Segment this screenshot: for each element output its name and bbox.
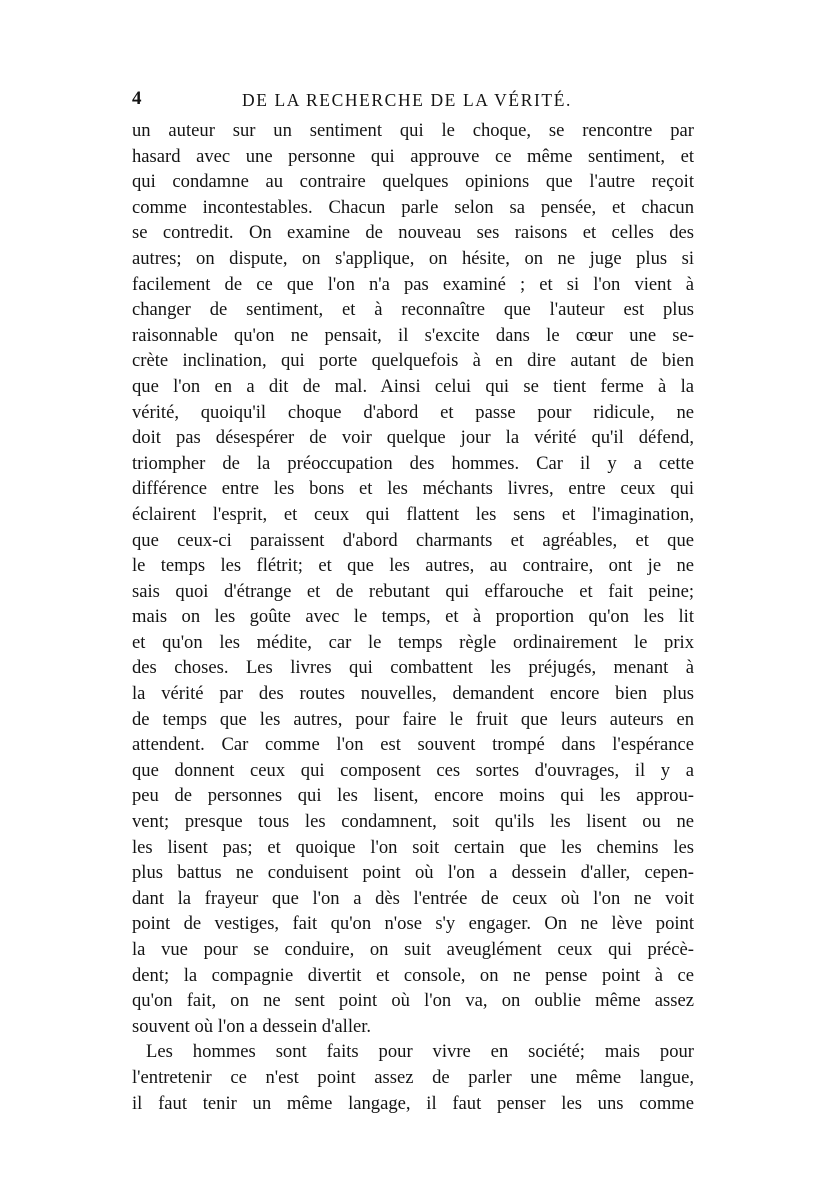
text-line: comme incontestables. Chacun parle selon sa pensée, et chacun — [132, 196, 694, 218]
text-line: qu'on fait, on ne sent point où l'on va, on oublie même assez — [132, 990, 694, 1012]
text-line: point de vestiges, fait qu'on n'ose s'y engager. On ne lève point — [132, 913, 694, 935]
text-line: qui condamne au contraire quelques opinions que l'autre reçoit — [132, 171, 694, 193]
text-line: dent; la compagnie divertit et console, on ne pense point à ce — [132, 964, 694, 986]
text-line: que donnent ceux qui composent ces sortes d'ouvrages, il y a — [132, 759, 694, 781]
text-line: doit pas désespérer de voir quelque jour la vérité qu'il défend, — [132, 427, 694, 449]
text-line: des choses. Les livres qui combattent les préjugés, menant à — [132, 657, 694, 679]
text-line: dant la frayeur que l'on a dès l'entrée de ceux où l'on ne voit — [132, 887, 694, 909]
text-line: vent; presque tous les condamnent, soit qu'ils les lisent ou ne — [132, 811, 694, 833]
text-line: que l'on en a dit de mal. Ainsi celui qui se tient ferme à la — [132, 375, 694, 397]
text-line: sais quoi d'étrange et de rebutant qui effarouche et fait peine; — [132, 580, 694, 602]
text-line: la vue pour se conduire, on suit aveuglément ceux qui précè- — [132, 939, 694, 960]
text-line: un auteur sur un sentiment qui le choque, se rencontre par — [132, 120, 694, 141]
text-line: changer de sentiment, et à reconnaître que l'auteur est plus — [132, 299, 694, 321]
text-line: peu de personnes qui les lisent, encore moins qui les approu- — [132, 785, 694, 807]
text-line: autres; on dispute, on s'applique, on hésite, on ne juge plus si — [132, 247, 694, 269]
paragraph-end-line: souvent où l'on a dessein d'aller. — [132, 1015, 372, 1037]
body-text — [132, 118, 694, 1116]
text-line: il faut tenir un même langage, il faut penser les uns comme — [132, 1092, 694, 1114]
text-line: raisonnable qu'on ne pensait, il s'excite dans le cœur une se- — [132, 324, 694, 346]
running-title: DE LA RECHERCHE DE LA VÉRITÉ. — [242, 90, 572, 110]
text-line: mais on les goûte avec le temps, et à proportion qu'on les lit — [132, 606, 694, 628]
text-line: crète inclination, qui porte quelquefois à en dire autant de bien — [132, 350, 694, 372]
text-line: hasard avec une personne qui approuve ce même sentiment, et — [132, 145, 694, 167]
running-head — [132, 88, 692, 114]
text-line: différence entre les bons et les méchants livres, entre ceux qui — [132, 478, 694, 500]
page-number: 4 — [132, 88, 142, 109]
text-line: les lisent pas; et quoique l'on soit certain que les chemins les — [132, 836, 694, 858]
text-line: attendent. Car comme l'on est souvent trompé dans l'espérance — [132, 734, 694, 756]
paragraph-start-line: Les hommes sont faits pour vivre en société; mais pour — [146, 1041, 694, 1063]
text-line: éclairent l'esprit, et ceux qui flattent les sens et l'imagination, — [132, 503, 694, 525]
text-line: que ceux-ci paraissent d'abord charmants et agréables, et que — [132, 529, 694, 551]
text-line: se contredit. On examine de nouveau ses raisons et celles des — [132, 222, 694, 244]
text-line: facilement de ce que l'on n'a pas examiné ; et si l'on vient à — [132, 273, 694, 295]
text-line: vérité, quoiqu'il choque d'abord et passe pour ridicule, ne — [132, 401, 694, 423]
text-line: l'entretenir ce n'est point assez de parler une même langue, — [132, 1066, 694, 1088]
text-line: et qu'on les médite, car le temps règle ordinairement le prix — [132, 631, 694, 653]
text-line: plus battus ne conduisent point où l'on a dessein d'aller, cepen- — [132, 862, 694, 884]
text-line: triompher de la préoccupation des hommes. Car il y a cette — [132, 452, 694, 474]
text-line: de temps que les autres, pour faire le fruit que leurs auteurs en — [132, 708, 694, 730]
text-line: le temps les flétrit; et que les autres, au contraire, ont je ne — [132, 555, 694, 577]
text-line: la vérité par des routes nouvelles, demandent encore bien plus — [132, 683, 694, 705]
